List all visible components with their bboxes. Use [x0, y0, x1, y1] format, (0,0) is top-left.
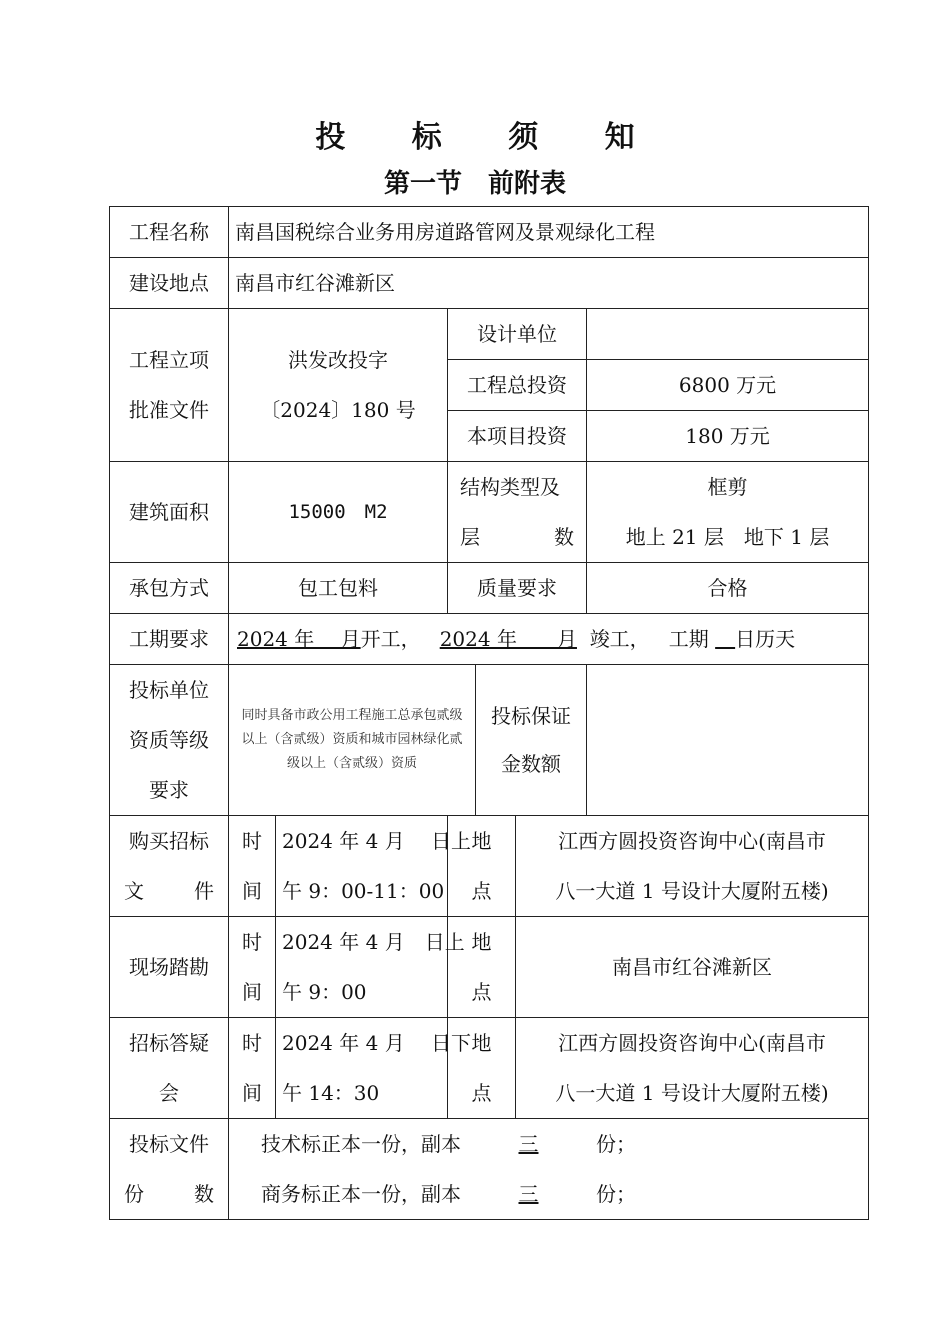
quality-value: 合格	[587, 563, 869, 614]
schedule-start: 2024 年 月	[237, 627, 361, 651]
buy-docs-place-label-b: 点	[471, 879, 492, 903]
copies-biz-prefix: 商务标正本一份，副本	[261, 1182, 461, 1206]
row-buy-docs	[110, 816, 869, 917]
bond-value	[587, 665, 869, 816]
design-unit-label: 设计单位	[448, 309, 587, 360]
section-subtitle: 第一节 前附表	[383, 169, 566, 199]
site-visit-time-line2: 午 9：00	[282, 980, 367, 1004]
buy-docs-place-line2: 八一大道 1 号设计大厦附五楼)	[555, 879, 829, 903]
struct-label-line1: 结构类型及	[460, 475, 560, 499]
approval-value-line2: 〔2024〕180 号	[260, 398, 416, 422]
bond-label-line2: 金数额	[501, 752, 561, 776]
struct-label-b: 数	[554, 525, 574, 549]
row-site-visit	[110, 917, 869, 1018]
schedule-end: 2024 年 月	[439, 627, 577, 651]
qa-meeting-label-line2: 会	[159, 1081, 179, 1105]
site-visit-time-label-b: 间	[242, 980, 262, 1004]
buy-docs-time-label-b: 间	[242, 879, 262, 903]
buy-docs-time-label-a: 时	[242, 829, 262, 853]
site-visit-time-line1: 2024 年 4 月 日上	[282, 930, 465, 954]
schedule-label: 工期要求	[110, 614, 229, 665]
struct-value-line1: 框剪	[707, 475, 748, 499]
buy-docs-time	[276, 816, 472, 917]
qualification-value-cell	[229, 665, 476, 816]
buy-docs-time-line1: 2024 年 4 月 日上	[282, 829, 472, 853]
schedule-period-label: 工期	[668, 627, 709, 651]
buy-docs-time-label	[229, 816, 276, 917]
row-qualification	[110, 665, 869, 816]
struct-label-a: 层	[460, 525, 480, 549]
approval-label-line2: 批准文件	[129, 398, 209, 422]
approval-label-line1: 工程立项	[129, 348, 209, 372]
buy-docs-time-line2: 午 9：00-11：00	[282, 879, 445, 903]
schedule-value	[229, 614, 869, 665]
site-visit-label: 现场踏勘	[110, 917, 229, 1018]
schedule-period-suffix: 日历天	[735, 627, 796, 651]
project-invest-value: 180 万元	[587, 411, 869, 462]
buy-docs-label	[110, 816, 229, 917]
bond-label-line1: 投标保证	[491, 704, 571, 728]
qa-meeting-label	[110, 1018, 229, 1119]
approval-value	[229, 309, 448, 462]
row-qa-meeting	[110, 1018, 869, 1119]
copies-tech-count: 三	[518, 1132, 539, 1156]
site-visit-place-label-a: 地	[471, 930, 492, 954]
copies-tech-prefix: 技术标正本一份，副本	[261, 1132, 461, 1156]
buy-docs-label-b: 件	[194, 879, 214, 903]
copies-label-line2	[124, 1169, 214, 1219]
site-visit-place-label-b: 点	[471, 980, 492, 1004]
quality-label: 质量要求	[448, 563, 587, 614]
row-area	[110, 462, 869, 563]
location-label: 建设地点	[110, 258, 229, 309]
copies-label	[110, 1119, 229, 1220]
row-approval	[110, 309, 869, 360]
buy-docs-place-line1: 江西方圆投资咨询中心(南昌市	[558, 829, 826, 853]
qa-meeting-place-label-a: 地	[471, 1031, 492, 1055]
area-value: 15000 M2	[229, 462, 448, 563]
location-value: 南昌市红谷滩新区	[229, 258, 869, 309]
copies-tech-suffix: 份；	[596, 1132, 636, 1156]
row-location	[110, 258, 869, 309]
copies-biz-suffix: 份；	[596, 1182, 636, 1206]
qualification-value: 同时具备市政公用工程施工总承包贰级以上（含贰级）资质和城市园林绿化贰级以上（含贰级）资质	[241, 708, 463, 771]
project-name-label: 工程名称	[110, 207, 229, 258]
qa-meeting-place	[516, 1018, 869, 1119]
approval-label	[110, 309, 229, 462]
copies-biz	[261, 1169, 862, 1219]
qa-meeting-time	[276, 1018, 472, 1119]
row-contract	[110, 563, 869, 614]
qualification-label-line1: 投标单位	[129, 678, 209, 702]
qa-meeting-time-label-a: 时	[242, 1031, 262, 1055]
total-invest-value: 6800 万元	[587, 360, 869, 411]
qa-meeting-time-label	[229, 1018, 276, 1119]
site-visit-place: 南昌市红谷滩新区	[516, 917, 869, 1018]
contract-label: 承包方式	[110, 563, 229, 614]
copies-biz-count: 三	[518, 1182, 539, 1206]
qualification-label-line2: 资质等级	[129, 728, 209, 752]
struct-value-line2: 地上 21 层 地下 1 层	[625, 525, 830, 549]
qualification-label	[110, 665, 229, 816]
site-visit-time-label-a: 时	[242, 930, 262, 954]
schedule-period-blank	[715, 627, 735, 651]
row-schedule	[110, 614, 869, 665]
buy-docs-label-line1: 购买招标	[129, 829, 209, 853]
approval-value-line1: 洪发改投字	[288, 348, 388, 372]
struct-value	[587, 462, 869, 563]
project-invest-label: 本项目投资	[448, 411, 587, 462]
site-visit-time-label	[229, 917, 276, 1018]
buy-docs-place	[516, 816, 869, 917]
schedule-start-suffix: 开工，	[360, 627, 421, 651]
qa-meeting-place-label-b: 点	[471, 1081, 492, 1105]
copies-label-b: 数	[194, 1182, 214, 1206]
contract-value: 包工包料	[229, 563, 448, 614]
struct-label-line2	[460, 512, 574, 562]
schedule-end-suffix: 竣工，	[589, 627, 650, 651]
buy-docs-place-label-a: 地	[471, 829, 492, 853]
row-project-name	[110, 207, 869, 258]
row-copies	[110, 1119, 869, 1220]
copies-label-a: 份	[124, 1182, 144, 1206]
copies-value	[229, 1119, 869, 1220]
total-invest-label: 工程总投资	[448, 360, 587, 411]
copies-label-line1: 投标文件	[129, 1132, 209, 1156]
bond-label	[476, 665, 587, 816]
qualification-label-line3: 要求	[149, 778, 189, 802]
qa-meeting-label-line1: 招标答疑	[129, 1031, 209, 1055]
copies-tech	[261, 1119, 862, 1169]
buy-docs-label-a: 文	[124, 879, 144, 903]
area-label: 建筑面积	[110, 462, 229, 563]
qa-meeting-time-line2: 午 14：30	[282, 1081, 380, 1105]
buy-docs-label-line2	[124, 866, 214, 916]
front-table	[109, 206, 869, 1220]
qa-meeting-time-label-b: 间	[242, 1081, 262, 1105]
qa-meeting-time-line1: 2024 年 4 月 日下	[282, 1031, 472, 1055]
qa-meeting-place-line1: 江西方圆投资咨询中心(南昌市	[558, 1031, 826, 1055]
page-title: 投 标 须 知	[315, 120, 663, 155]
site-visit-time	[276, 917, 465, 1018]
design-unit-value	[587, 309, 869, 360]
qa-meeting-place-line2: 八一大道 1 号设计大厦附五楼)	[555, 1081, 829, 1105]
project-name-value: 南昌国税综合业务用房道路管网及景观绿化工程	[229, 207, 869, 258]
struct-label	[448, 462, 587, 563]
